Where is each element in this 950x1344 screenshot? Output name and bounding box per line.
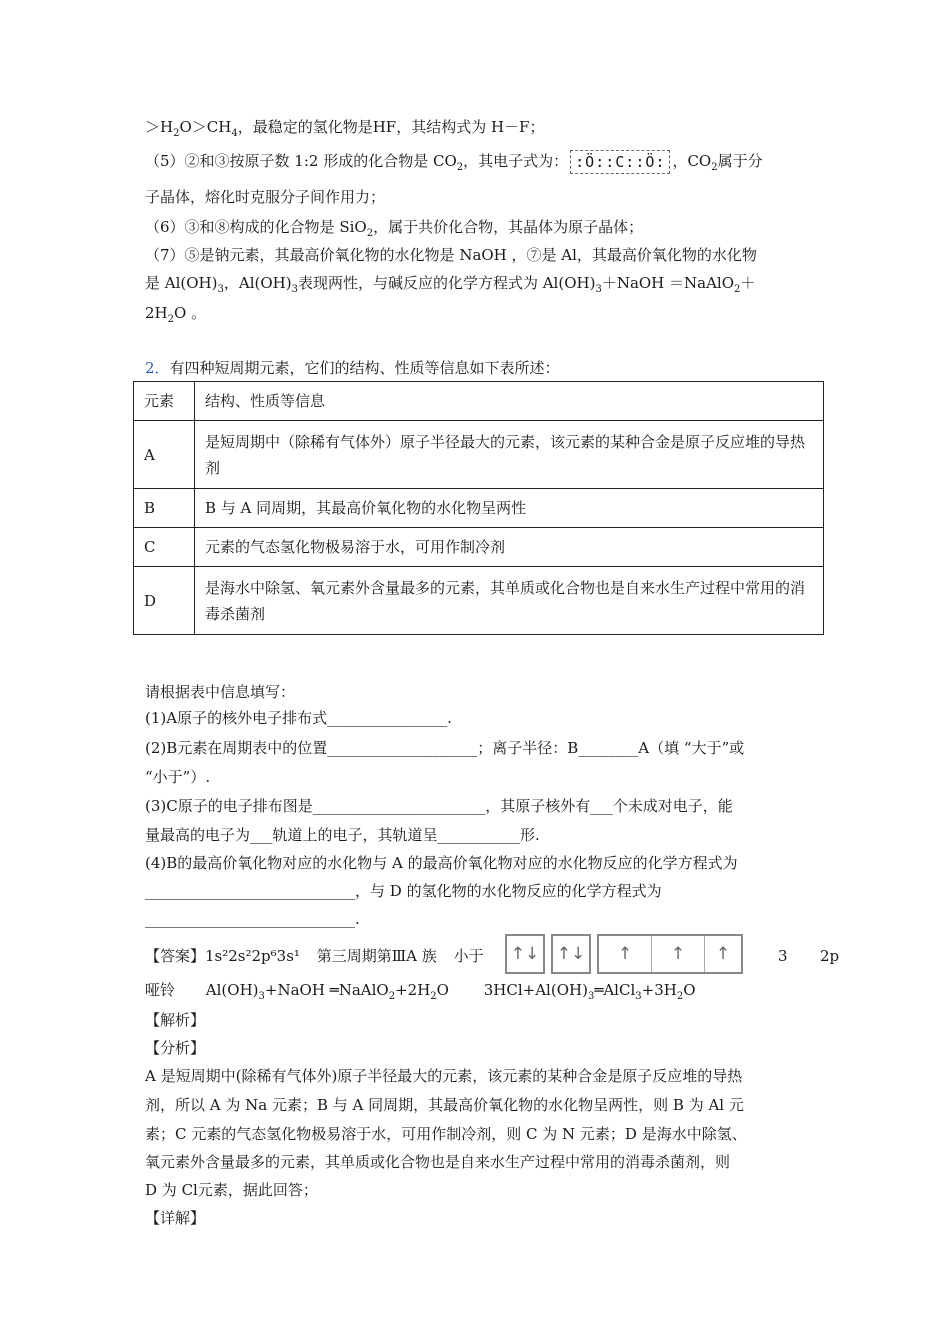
table-cell: A [134, 421, 195, 489]
orbital-box: ↑ [599, 936, 652, 972]
orbital-box: ↑ [652, 936, 705, 972]
text-line: “小于”）. [145, 768, 211, 786]
table-cell: C [134, 528, 195, 567]
orbital-2s [551, 934, 591, 974]
table-header: 元素 [134, 382, 195, 421]
table-cell: D [134, 567, 195, 635]
orbital-1s [505, 934, 545, 974]
text-line: （7）⑤是钠元素，其最高价氧化物的水化物是 NaOH ，⑦是 Al，其最高价氧化物的水化物 [145, 246, 757, 264]
text-line: 量最高的电子为___轨道上的电子，其轨道呈___________形. [145, 826, 540, 844]
text-line: （6）③和⑧构成的化合物是 SiO$_2$，属于共价化合物，其晶体为原子晶体； [145, 218, 644, 239]
orbital-box: ↑↓ [510, 944, 540, 964]
text-line: $2H_2O$ 。 [145, 304, 207, 325]
question-number: 2． [145, 359, 170, 377]
answer-orbital: 2p [820, 947, 840, 965]
table-cell: 元素的气态氢化物极易溶于水，可用作制冷剂 [195, 528, 824, 567]
text-line: 是 $Al(OH)_3$，$Al(OH)_3$表现两性，与碱反应的化学方程式为 $Al(OH)_3+NaOH$ ＝NaAlO$_2$＋ [145, 274, 756, 295]
table-cell: B [134, 489, 195, 528]
table-cell: 是海水中除氢、氧元素外含量最多的元素，其单质或化合物也是自来水生产过程中常用的消毒杀菌剂 [195, 567, 824, 635]
electron-dot-formula: :Ö::C::Ö: [570, 150, 670, 174]
text-line: (2)B元素在周期表中的位置____________________；离子半径：B________A（填 “大于”或 [145, 739, 745, 757]
table-row [134, 567, 824, 635]
orbital-diagram [505, 934, 749, 974]
table-header: 结构、性质等信息 [195, 382, 824, 421]
text-line: 氧元素外含量最多的元素，其单质或化合物也是自来水生产过程中常用的消毒杀菌剂，则 [145, 1153, 731, 1171]
orbital-box: ↑↓ [556, 944, 586, 964]
answer-unpaired: 3 [778, 947, 788, 965]
table-row [134, 528, 824, 567]
question-title: 2．有四种短周期元素，它们的结构、性质等信息如下表所述： [145, 359, 560, 377]
table-cell: 是短周期中（除稀有气体外）原子半径最大的元素，该元素的某种合金是原子反应堆的导热剂 [195, 421, 824, 489]
table-row [134, 421, 824, 489]
text-line: 素；C 元素的气态氢化物极易溶于水，可用作制冷剂，则 C 为 N 元素；D 是海水中除氢、 [145, 1125, 747, 1143]
text-line: A 是短周期中(除稀有气体外)原子半径最大的元素，该元素的某种合金是原子反应堆的导热 [145, 1067, 743, 1085]
element-info-table [133, 381, 824, 635]
text-line: (3)C原子的电子排布图是_______________________，其原子核外有___个未成对电子，能 [145, 797, 733, 815]
section-label: 【解析】 [145, 1011, 206, 1029]
text-line: 子晶体，熔化时克服分子间作用力； [145, 188, 386, 206]
table-row [134, 489, 824, 528]
text-line: (1)A原子的核外电子排布式________________. [145, 709, 452, 727]
text-line: (4)B的最高价氧化物对应的水化物与 A 的最高价氧化物对应的水化物反应的化学方程式为 [145, 854, 738, 872]
text-line: D 为 Cl元素，据此回答； [145, 1181, 318, 1199]
text-line: 请根据表中信息填写： [145, 683, 296, 701]
text-line: ____________________________. [145, 910, 360, 928]
text-line: 剂，所以 A 为 Na 元素；B 与 A 同周期，其最高价氧化物的水化物呈两性，则 B 为 Al 元 [145, 1096, 744, 1114]
table-cell: B 与 A 同周期，其最高价氧化物的水化物呈两性 [195, 489, 824, 528]
section-label: 【详解】 [145, 1209, 206, 1227]
answer-line: 哑铃 $Al(OH)_3+NaOH$ $═NaAlO_2+2H_2O$ $3HCl+Al(OH)_3═AlCl_3+3H_2O$ [145, 981, 696, 1002]
section-label: 【分析】 [145, 1039, 206, 1057]
orbital-2p [597, 934, 743, 974]
answer-line: 【答案】1s²2s²2p⁶3s¹ 第三周期第ⅢA 族 小于 [145, 947, 484, 965]
text-line: $>H_2O>CH_4$，最稳定的氢化物是HF，其结构式为 H－F； [145, 118, 545, 139]
table-header-row [134, 382, 824, 421]
text-line: ____________________________，与 D 的氢化物的水化物反应的化学方程式为 [145, 882, 662, 900]
orbital-box: ↑ [715, 944, 731, 964]
text-line: （5）②和③按原子数 1:2 形成的化合物是 $CO_2$，其电子式为： :Ö::C::Ö: ，$CO_2$属于分 [145, 152, 763, 173]
